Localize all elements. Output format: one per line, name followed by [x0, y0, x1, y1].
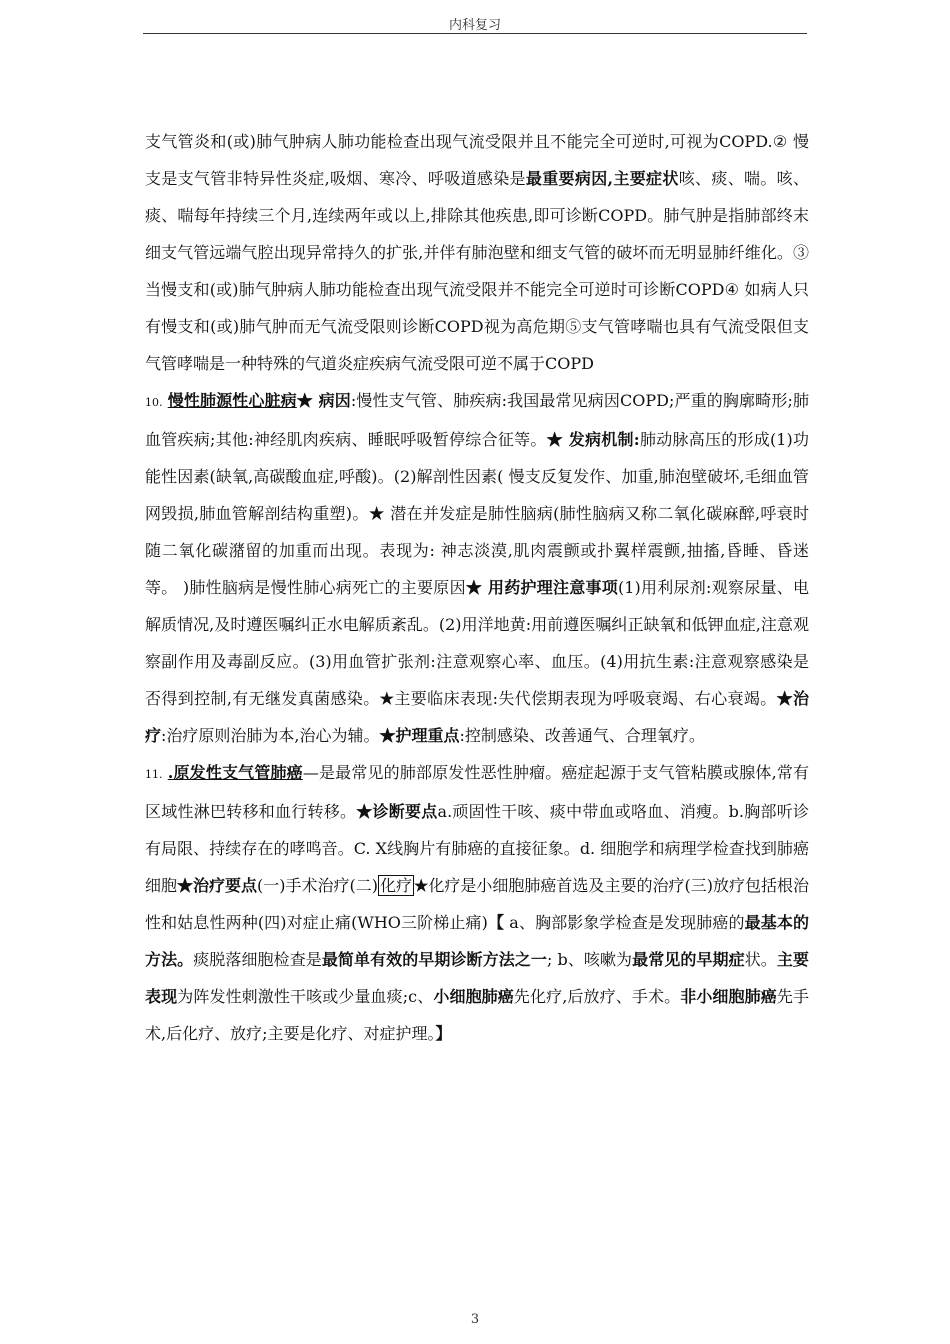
text-segment: (1)用利尿剂:观察尿量、电解质情况,及时遵医嘱纠正水电解质紊乱。(2)用洋地黄:用前遵医嘱纠正缺氧和低钾血症,注意观察副作用及毒副反应。(3)用血管扩张剂:注意观察心率、血压。(4)用抗生素:注意观察感染是否得到控制,有无继发真菌感染。	[145, 578, 809, 708]
bold-text: 【	[487, 913, 505, 932]
text-segment: —是最常见的肺部原发性恶性肿瘤。癌症起源于支气管粘膜或腺体,常有区域性淋巴转移和血行转移。	[145, 763, 810, 821]
item-number: 10.	[145, 396, 163, 409]
page-number: 3	[470, 1312, 480, 1327]
text-segment: 为阵发性刺激性干咳或少量血痰;c、	[177, 987, 434, 1006]
text-segment: a.顽固性干咳、痰中带血或咯血、消瘦。b.胸部听诊有局限、持续存在的哮鸣音。C. X线胸片有肺癌的直接征象。d. 细胞学和病理学检查找到肺癌细胞	[145, 802, 809, 895]
section-heading: 慢性肺源性心脏病	[167, 391, 297, 410]
item-number: 11.	[145, 768, 163, 781]
bold-text: 最简单有效的早期诊断方法之一	[321, 950, 547, 969]
text-segment: 化疗是小细胞肺癌首选及主要的治疗(三)放疗包括根治性和姑息性两种(四)对症止痛(WHO三阶梯止痛)	[145, 876, 809, 932]
bold-text: ★	[414, 876, 429, 895]
bold-text: ★ 发病机制:	[546, 430, 640, 449]
text-segment: :慢性支气管、肺疾病:我国最常见病因COPD;严重的胸廓畸形;肺血管疾病;其他:神经肌肉疾病、睡眠呼吸暂停综合征等。	[145, 391, 809, 449]
text-segment: (一)手术治疗(二)	[257, 876, 379, 895]
text-segment: 主要临床表现:失代偿期表现为呼吸衰竭、右心衰竭。	[394, 689, 777, 708]
text-segment: a、胸部影象学检查是发现肺癌的	[504, 913, 745, 932]
bold-text: ★ 用药护理注意事项	[465, 578, 619, 597]
bold-text: ★	[379, 689, 395, 708]
bold-text: ★治疗要点	[177, 876, 258, 895]
paragraph-pulmonary-heart-disease	[145, 382, 809, 754]
bold-text: ★诊断要点	[356, 802, 438, 821]
paragraph-lung-cancer	[145, 754, 809, 1052]
text-segment: 状。	[744, 950, 777, 969]
bold-text: ★治疗	[145, 689, 809, 745]
document-body	[145, 123, 809, 1052]
text-segment: 先化疗,后放疗、手术。	[513, 987, 681, 1006]
bold-text: 最基本的方法。	[145, 913, 809, 969]
bold-text: 】	[435, 1024, 452, 1043]
text-segment: 支气管炎和(或)肺气肿病人肺功能检查出现气流受限并且不能完全可逆时,可视为COPD.② 慢支是支气管非特异性炎症,吸烟、寒冷、呼吸道感染是	[145, 132, 809, 188]
page-header: 内科复习	[448, 18, 501, 33]
boxed-text: 化疗	[380, 876, 413, 895]
bold-text: 最重要病因,主要症状	[525, 169, 679, 188]
section-heading: .原发性支气管肺癌	[167, 763, 303, 782]
text-segment: :治疗原则治肺为本,治心为辅。	[161, 726, 380, 745]
bold-text: 最常见的早期症	[632, 950, 745, 969]
bold-text: 主要表现	[145, 950, 809, 1006]
text-segment: ; b、咳嗽为	[546, 950, 633, 969]
paragraph-copd	[145, 123, 809, 382]
bold-text: 小细胞肺癌	[433, 987, 514, 1006]
header-divider	[143, 33, 807, 34]
bold-text: 非小细胞肺癌	[680, 987, 777, 1006]
text-segment: 先手术,后化疗、放疗;主要是化疗、对症护理。	[145, 987, 809, 1043]
bold-text: ★ 病因	[296, 391, 351, 410]
text-segment: 痰脱落细胞检查是	[193, 950, 322, 969]
text-segment: 咳、痰、喘。咳、痰、喘每年持续三个月,连续两年或以上,排除其他疾患,即可诊断COPD。肺气肿是指肺部终末细支气管远端气腔出现异常持久的扩张,并伴有肺泡壁和细支气管的破坏而无明显肺纤维化。③当慢支和(或)肺气肿病人肺功能检查出现气流受限并不能完全可逆时可诊断COPD④ 如病人只有慢支和(或)肺气肿而无气流受限则诊断COPD视为高危期⑤支气管哮喘也具有气流受限但支气管哮喘是一种特殊的气道炎症疾病气流受限可逆不属于COPD	[145, 169, 809, 373]
bold-text: ★护理重点	[379, 726, 460, 745]
text-segment: 肺动脉高压的形成(1)功能性因素(缺氧,高碳酸血症,呼酸)。(2)解剖性因素( 慢支反复发作、加重,肺泡壁破坏,毛细血管网毁损,肺血管解剖结构重塑)。★ 潜在并发症是肺性脑病(肺性脑病又称二氧化碳麻醉,呼衰时随二氧化碳潴留的加重而出现。表现为: 神志淡漠,肌肉震颤或扑翼样震颤,抽搐,昏睡、昏迷等。 )肺性脑病是慢性肺心病死亡的主要原因	[145, 430, 809, 597]
text-segment: :控制感染、改善通气、合理氧疗。	[459, 726, 705, 745]
